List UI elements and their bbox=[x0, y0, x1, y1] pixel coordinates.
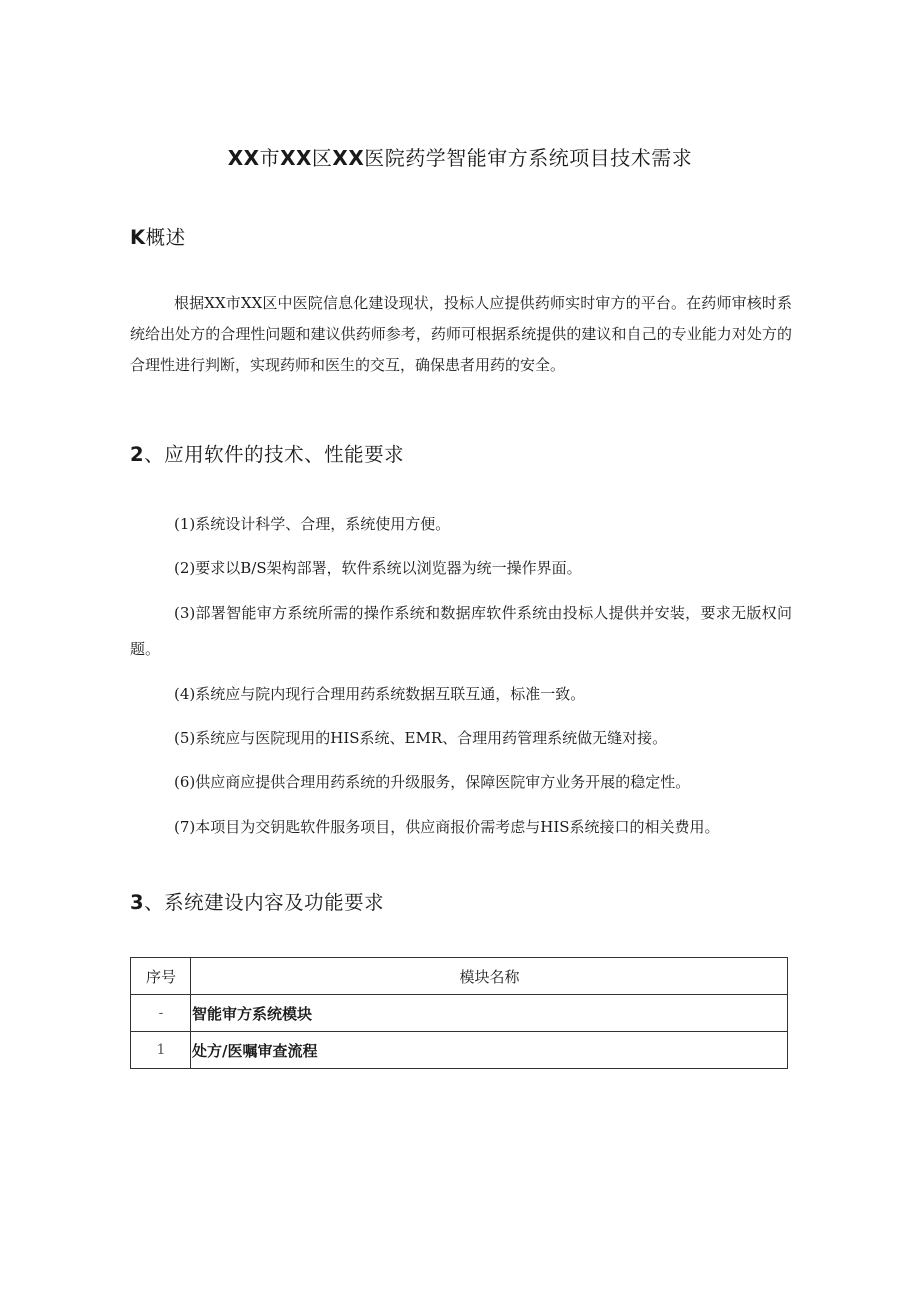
title-district-code: XX bbox=[280, 146, 312, 170]
section3-heading bbox=[130, 889, 384, 917]
title-city-label: 市 bbox=[259, 146, 281, 170]
requirement-item-5: (5)系统应与医院现用的HIS系统、EMR、合理用药管理系统做无缝对接。 bbox=[174, 729, 668, 747]
table-row bbox=[131, 1032, 788, 1069]
header-index: 序号 bbox=[131, 958, 191, 995]
section2-heading bbox=[130, 441, 404, 469]
requirement-item-4: (4)系统应与院内现行合理用药系统数据互联互通，标准一致。 bbox=[174, 685, 586, 703]
row-module-name: 处方/医嘱审查流程 bbox=[191, 1032, 788, 1069]
title-city-code: XX bbox=[227, 146, 260, 170]
row-index: 1 bbox=[131, 1032, 191, 1069]
document-title bbox=[0, 144, 920, 172]
requirement-item-3: (3)部署智能审方系统所需的操作系统和数据库软件系统由投标人提供并安装，要求无版权问题。 bbox=[130, 604, 792, 658]
row-module-name: 智能审方系统模块 bbox=[191, 995, 788, 1032]
section1-heading bbox=[130, 224, 186, 252]
section1-paragraph: 根据XX市XX区中医院信息化建设现状，投标人应提供药师实时审方的平台。在药师审核时系统给出处方的合理性问题和建议供药师参考，药师可根据系统提供的建议和自己的专业能力对处方的合理性进行判断，实现药师和医生的交互，确保患者用药的安全。 bbox=[130, 294, 792, 374]
row-index: - bbox=[131, 995, 191, 1032]
section3-title: 、系统建设内容及功能要求 bbox=[144, 891, 385, 914]
header-module-name: 模块名称 bbox=[191, 958, 788, 995]
title-hospital-code: XX bbox=[332, 146, 365, 170]
requirement-item-2: (2)要求以B/S架构部署，软件系统以浏览器为统一操作界面。 bbox=[174, 559, 582, 577]
section3-number: 3 bbox=[130, 891, 145, 914]
requirement-item-6: (6)供应商应提供合理用药系统的升级服务，保障医院审方业务开展的稳定性。 bbox=[174, 773, 691, 791]
requirement-item-7: (7)本项目为交钥匙软件服务项目，供应商报价需考虑与HIS系统接口的相关费用。 bbox=[174, 818, 720, 836]
section2-number: 2 bbox=[130, 443, 145, 466]
section1-title: 概述 bbox=[145, 226, 186, 249]
title-main-text: 医院药学智能审方系统项目技术需求 bbox=[364, 146, 693, 170]
requirement-item-1: (1)系统设计科学、合理，系统使用方便。 bbox=[174, 515, 451, 533]
table-row bbox=[131, 995, 788, 1032]
title-district-label: 区 bbox=[311, 146, 333, 170]
table-header-row bbox=[131, 958, 788, 995]
section1-number: K bbox=[130, 226, 146, 249]
module-table bbox=[130, 957, 788, 1069]
section2-title: 、应用软件的技术、性能要求 bbox=[144, 443, 405, 466]
